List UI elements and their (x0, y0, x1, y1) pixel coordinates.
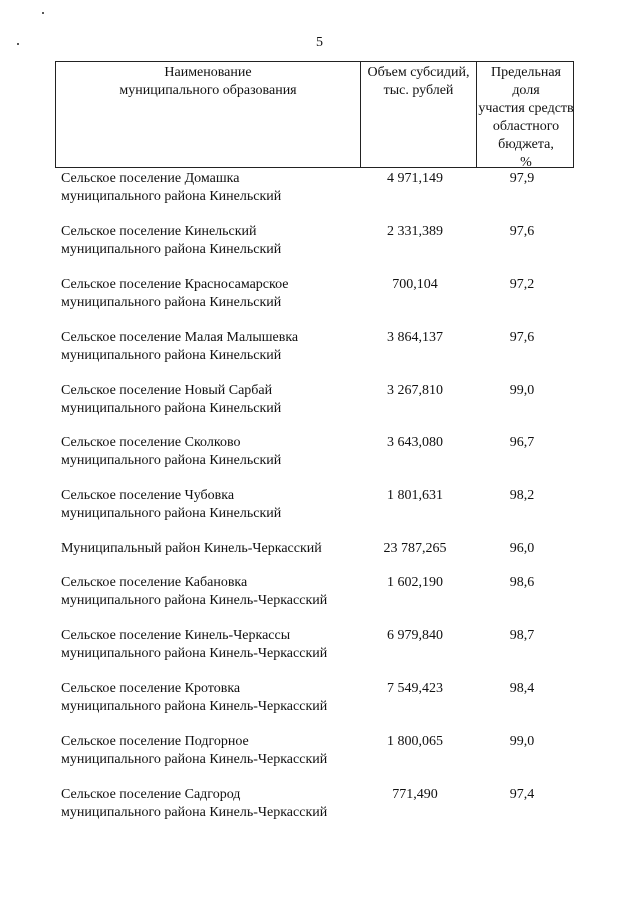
row-name: Сельское поселение Кротовка муниципального района Кинель-Черкасский (61, 681, 328, 714)
row-amount: 1 800,065 (387, 734, 443, 749)
row-name: Сельское поселение Кабановка муниципального района Кинель-Черкасский (61, 575, 328, 608)
row-share: 97,6 (509, 224, 535, 239)
row-name: Сельское поселение Сколково муниципального района Кинельский (61, 435, 282, 468)
row-amount: 771,490 (392, 787, 438, 802)
row-name: Сельское поселение Красносамарское муниципального района Кинельский (61, 277, 289, 310)
row-name: Муниципальный район Кинель-Черкасский (61, 541, 322, 556)
row-name: Сельское поселение Чубовка муниципального района Кинельский (61, 488, 282, 521)
row-amount: 700,104 (392, 277, 438, 292)
row-share: 97,4 (509, 787, 535, 802)
row-amount: 7 549,423 (387, 681, 443, 696)
row-share: 98,7 (509, 628, 535, 643)
header-name: Наименование муниципального образования (56, 62, 361, 167)
row-amount: 3 864,137 (387, 330, 443, 345)
row-amount: 6 979,840 (387, 628, 443, 643)
row-share: 99,0 (509, 734, 535, 749)
page-number: 5 (316, 35, 323, 50)
row-amount: 3 267,810 (387, 383, 443, 398)
row-share: 97,9 (509, 171, 535, 186)
row-amount: 3 643,080 (387, 435, 443, 450)
row-name: Сельское поселение Кинель-Черкассы муниципального района Кинель-Черкасский (61, 628, 328, 661)
row-share: 98,6 (509, 575, 535, 590)
row-name: Сельское поселение Кинельский муниципального района Кинельский (61, 224, 282, 257)
row-amount: 1 602,190 (387, 575, 443, 590)
row-name: Сельское поселение Новый Сарбай муниципального района Кинельский (61, 383, 282, 416)
header-amount: Объем субсидий, тыс. рублей (361, 62, 477, 167)
row-amount: 4 971,149 (387, 171, 443, 186)
header-share: Предельная доля участия средств областного бюджета, % (478, 65, 574, 170)
row-share: 96,0 (509, 541, 535, 556)
row-share: 98,2 (509, 488, 535, 503)
row-amount: 1 801,631 (387, 488, 443, 503)
row-share: 98,4 (509, 681, 535, 696)
row-name: Сельское поселение Малая Малышевка муниципального района Кинельский (61, 330, 299, 363)
row-share: 96,7 (509, 435, 535, 450)
row-amount: 2 331,389 (387, 224, 443, 239)
row-amount: 23 787,265 (383, 541, 447, 556)
row-share: 99,0 (509, 383, 535, 398)
row-name: Сельское поселение Садгород муниципального района Кинель-Черкасский (61, 787, 328, 820)
row-name: Сельское поселение Подгорное муниципального района Кинель-Черкасский (61, 734, 328, 767)
row-share: 97,6 (509, 330, 535, 345)
row-share: 97,2 (509, 277, 535, 292)
row-name: Сельское поселение Домашка муниципального района Кинельский (61, 171, 282, 204)
